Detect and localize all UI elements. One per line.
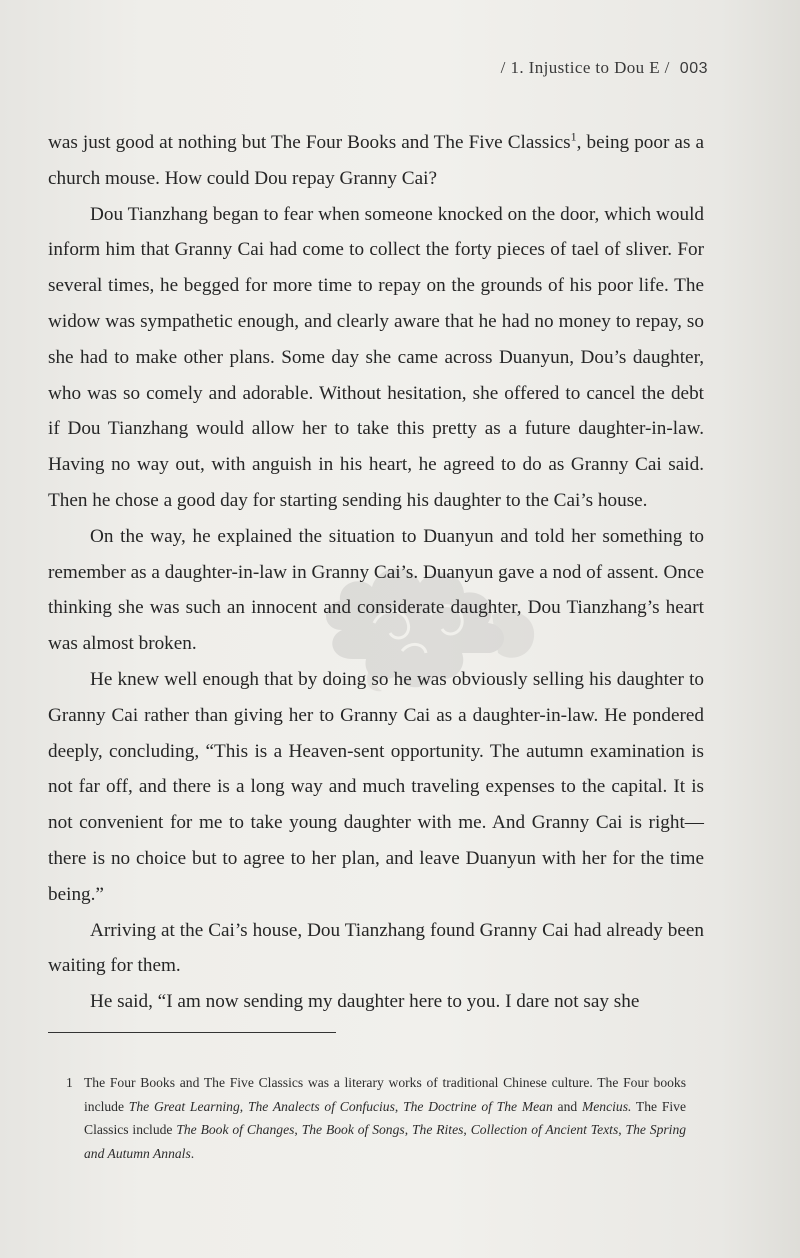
footnote-number: 1 xyxy=(66,1075,73,1090)
paragraph: Dou Tianzhang began to fear when someone knocked on the door, which would inform him that Granny Cai had come to collect the forty pieces of tael of sliver. For several times, he begged for more time to repay on the grounds of his poor life. The widow was sympathetic enough, and clearly aware that he had no money to repay, so she had to make other plans. Some day she came across Duanyun, Dou’s daughter, who was so comely and adorable. Without hesitation, she offered to cancel the debt if Dou Tianzhang would allow her to take this pretty as a future daughter-in-law. Having no way out, with anguish in his heart, he agreed to do as Granny Cai said. Then he chose a good day for starting sending his daughter to the Cai’s house. xyxy=(48,203,704,511)
footnote-text: and xyxy=(552,1098,582,1114)
body-text xyxy=(48,125,704,1020)
footnotes xyxy=(66,1071,686,1165)
footnote-rule xyxy=(48,1032,336,1033)
page-number: 003 xyxy=(679,60,708,77)
book-title: The Book of Changes xyxy=(176,1122,295,1137)
footnote-separator: , xyxy=(294,1122,302,1137)
footnote xyxy=(66,1071,686,1165)
paragraph-text: , being poor as a church mouse. How could Dou repay Granny Cai? xyxy=(48,132,704,189)
footnote-text: The Five Classics include xyxy=(84,1098,686,1137)
footnote-separator: , xyxy=(394,1098,404,1114)
paragraph: He said, “I am now sending my daughter here to you. I dare not say she xyxy=(90,991,640,1013)
footnote-separator: , xyxy=(463,1122,471,1137)
book-title: The Great Learning xyxy=(128,1098,240,1114)
footnote-separator: , xyxy=(618,1122,626,1137)
book-title: The Book of Songs xyxy=(301,1122,405,1137)
footnote-separator: . xyxy=(190,1145,195,1161)
book-title: The Spring and Autumn Annals xyxy=(84,1122,687,1161)
paragraph-text: was just good at nothing but The Four Books and The Five Classics xyxy=(48,132,571,153)
footnote-separator: , xyxy=(404,1122,412,1137)
book-title: Collection of Ancient Texts xyxy=(470,1122,619,1137)
chapter-title: / 1. Injustice to Dou E / xyxy=(500,58,670,77)
book-title: Mencius. xyxy=(581,1098,632,1114)
footnote-marker: 1 xyxy=(570,129,577,144)
book-title: The Analects of Confucius xyxy=(247,1098,395,1114)
footnote-separator: , xyxy=(239,1098,248,1114)
footnote-text: The Four Books and The Five Classics was a literary works of traditional Chinese culture. The Four books include xyxy=(84,1075,686,1114)
paragraph xyxy=(48,125,704,197)
paragraph: Arriving at the Cai’s house, Dou Tianzhang found Granny Cai had already been waiting for them. xyxy=(48,919,704,977)
book-title: The Rites xyxy=(411,1122,464,1137)
paragraph: On the way, he explained the situation to Duanyun and told her something to remember as a daughter-in-law in Granny Cai’s. Duanyun gave a nod of assent. Once thinking she was such an innocent and considerate daughter, Dou Tianzhang’s heart was almost broken. xyxy=(48,525,704,655)
paragraph: He knew well enough that by doing so he was obviously selling his daughter to Granny Cai rather than giving her to Granny Cai as a daughter-in-law. He pondered deeply, concluding, “This is a Heaven-sent opportunity. The autumn examination is not far off, and there is a long way and much traveling expenses to the capital. It is not convenient for me to take young daughter with me. And Granny Cai is right—there is no choice but to agree to her plan, and leave Duanyun with her for the time being.” xyxy=(48,668,704,905)
running-head xyxy=(501,58,708,78)
book-title: The Doctrine of The Mean xyxy=(403,1098,553,1114)
